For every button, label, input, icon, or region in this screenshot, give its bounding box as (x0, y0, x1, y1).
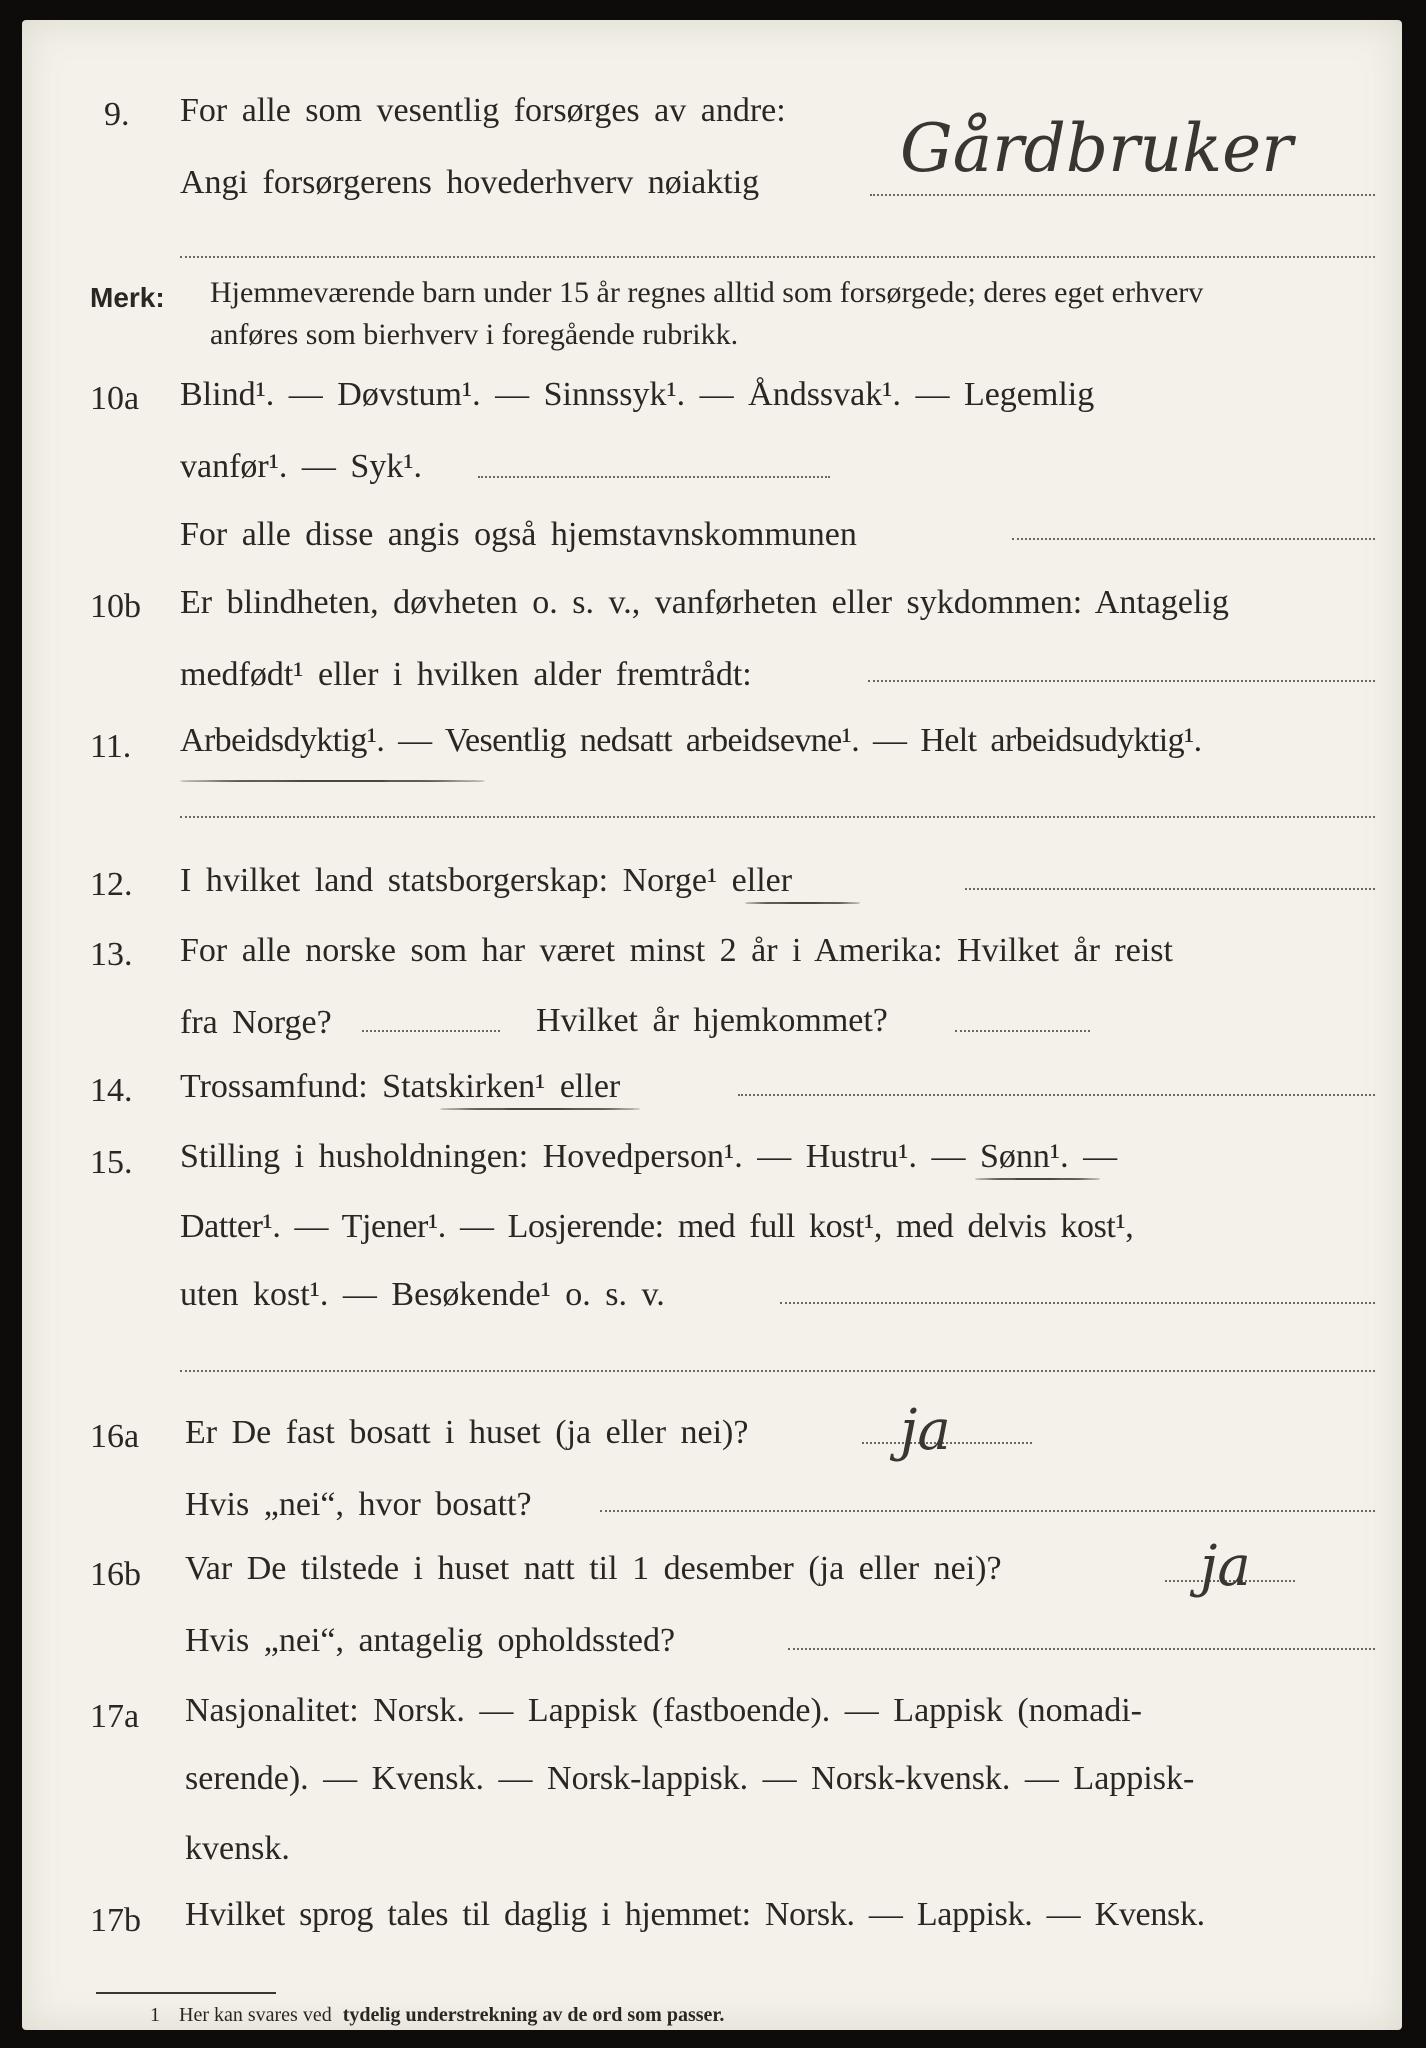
item-number: 16b (90, 1556, 141, 1593)
question-text: For alle disse angis også hjemstavnskommunen (180, 516, 857, 553)
question-text: Hvis „nei“, hvor bosatt? (185, 1486, 532, 1523)
question-text: Hvilket sprog tales til daglig i hjemmet: Norsk. — Lappisk. — Kvensk. (185, 1896, 1205, 1933)
footnote-text: Her kan svares ved (179, 2004, 332, 2026)
note-text: anføres som bierhverv i foregående rubrikk. (210, 318, 739, 351)
item-number: 10a (90, 380, 140, 417)
question-text: Stilling i husholdningen: Hovedperson¹. — Hustru¹. — Sønn¹. — (180, 1138, 1118, 1175)
footnote-text-bold: tydelig understrekning av de ord som passer. (342, 2004, 725, 2026)
item-number: 14. (90, 1072, 133, 1109)
question-text: medfødt¹ eller i hvilken alder fremtrådt: (180, 656, 752, 693)
answer-line (738, 1094, 1375, 1096)
answer-line (478, 476, 830, 478)
footnote (150, 2004, 724, 2027)
note-text: Hjemmeværende barn under 15 år regnes alltid som forsørgede; deres eget erhverv (210, 276, 1204, 309)
handwritten-underline (745, 902, 860, 904)
answer-line (362, 1030, 500, 1032)
answer-line (180, 1370, 1375, 1372)
question-text: For alle som vesentlig forsørges av andre: (180, 92, 786, 129)
question-text: Datter¹. — Tjener¹. — Losjerende: med full kost¹, med delvis kost¹, (180, 1208, 1134, 1245)
item-number: 11. (90, 728, 132, 765)
item-number: 10b (90, 588, 141, 625)
item-number: 15. (90, 1144, 133, 1181)
question-text: Angi forsørgerens hovederhverv nøiaktig (180, 164, 760, 201)
item-number: 17b (90, 1902, 141, 1939)
question-text: Er blindheten, døvheten o. s. v., vanførheten eller sykdommen: Antagelig (180, 584, 1229, 621)
handwritten-underline (975, 1178, 1100, 1180)
answer-line (788, 1648, 1375, 1650)
note-label: Merk: (90, 282, 165, 313)
question-text: For alle norske som har været minst 2 år i Amerika: Hvilket år reist (180, 932, 1173, 969)
answer-line (780, 1302, 1375, 1304)
question-text: vanfør¹. — Syk¹. (180, 448, 423, 485)
question-text: Nasjonalitet: Norsk. — Lappisk (fastboende). — Lappisk (nomadi- (185, 1692, 1142, 1729)
question-text: Er De fast bosatt i huset (ja eller nei)? (185, 1414, 749, 1451)
answer-line (180, 816, 1375, 818)
item-number: 16a (90, 1418, 140, 1455)
answer-line (868, 680, 1375, 682)
answer-line (955, 1030, 1090, 1032)
answer-line (180, 256, 1375, 258)
footnote-mark: 1 (150, 2004, 160, 2026)
question-text: serende). — Kvensk. — Norsk-lappisk. — Norsk-kvensk. — Lappisk- (185, 1760, 1195, 1797)
item-number: 17a (90, 1698, 140, 1735)
answer-line (870, 194, 1375, 196)
question-text: kvensk. (185, 1830, 290, 1867)
question-text: Hvilket år hjemkommet? (536, 1002, 888, 1039)
answer-line (600, 1510, 1375, 1512)
answer-line (965, 888, 1375, 890)
handwritten-underline (180, 780, 485, 782)
question-text: fra Norge? (180, 1004, 332, 1041)
question-text: I hvilket land statsborgerskap: Norge¹ eller (180, 862, 793, 899)
handwritten-answer: ja (1200, 1534, 1251, 1599)
question-text: Blind¹. — Døvstum¹. — Sinnssyk¹. — Åndssvak¹. — Legemlig (180, 376, 1095, 413)
question-text: uten kost¹. — Besøkende¹ o. s. v. (180, 1276, 665, 1313)
question-text: Var De tilstede i huset natt til 1 desember (ja eller nei)? (185, 1550, 1002, 1587)
item-number: 13. (90, 936, 133, 973)
question-text: Hvis „nei“, antagelig opholdssted? (185, 1622, 676, 1659)
handwritten-underline (440, 1108, 640, 1110)
answer-line (1012, 538, 1375, 540)
question-text: Trossamfund: Statskirken¹ eller (180, 1068, 621, 1105)
item-number: 12. (90, 866, 133, 903)
handwritten-answer: Gårdbruker (900, 110, 1293, 187)
handwritten-answer: ja (900, 1398, 951, 1463)
question-text: Arbeidsdyktig¹. — Vesentlig nedsatt arbeidsevne¹. — Helt arbeidsudyktig¹. (180, 722, 1202, 759)
footnote-rule (96, 1992, 276, 1994)
item-number: 9. (104, 96, 130, 133)
